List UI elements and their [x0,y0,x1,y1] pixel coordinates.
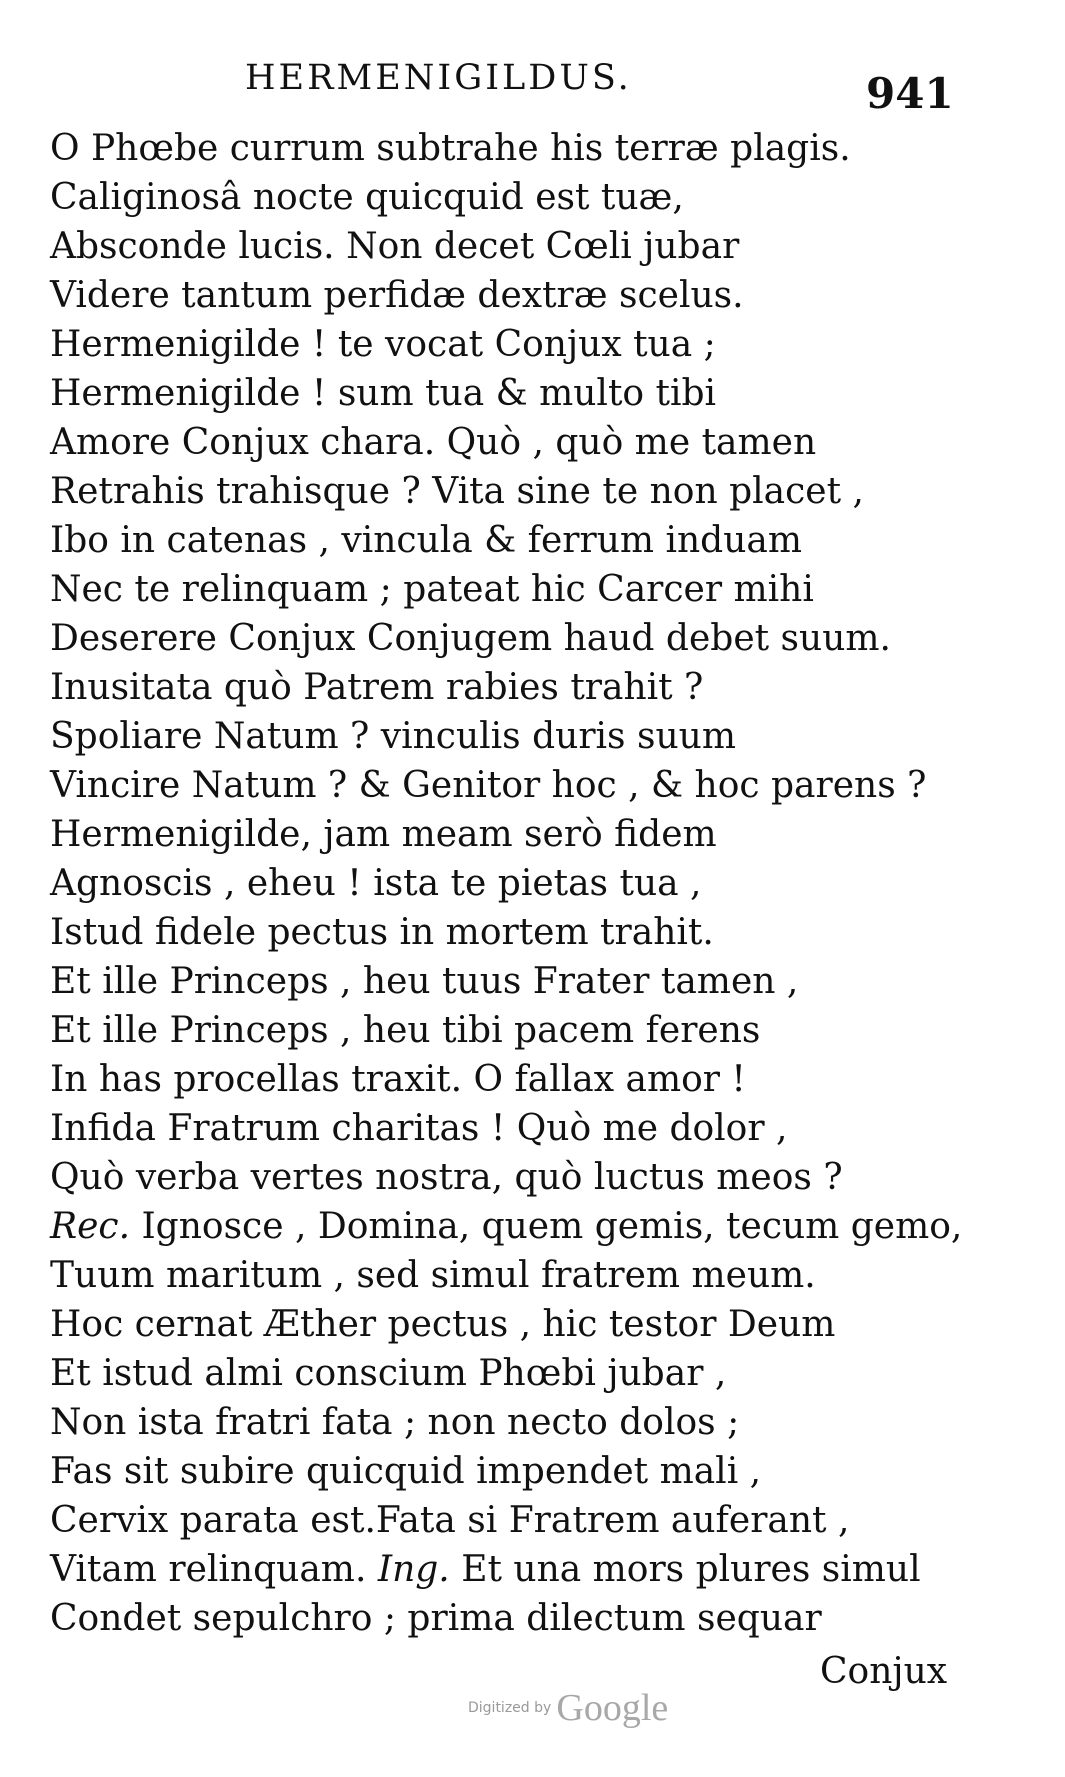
verse-line [50,1300,1010,1349]
line-text: Infida Fratrum charitas ! Quò me dolor , [50,1108,788,1149]
verse-line [50,1153,1010,1202]
watermark-prefix: Digitized by [468,1700,552,1716]
line-text: Caliginosâ nocte quicquid est tuæ, [50,177,684,218]
verse-line [50,467,1010,516]
verse-line [50,1006,1010,1055]
verse-line [50,1545,1010,1594]
verse-line [50,957,1010,1006]
line-text: In has procellas traxit. O fallax amor ! [50,1059,746,1100]
google-logo: Google [556,1687,669,1729]
verse-line [50,908,1010,957]
verse-line [50,1496,1010,1545]
line-text: Quò verba vertes nostra, quò luctus meos ? [50,1157,843,1198]
line-text: Nec te relinquam ; pateat hic Carcer mihi [50,569,814,610]
verse-line [50,1398,1010,1447]
line-text: O Phœbe currum subtrahe his terræ plagis. [50,128,851,169]
line-text: Istud fidele pectus in mortem trahit. [50,912,714,953]
line-text: Ignosce , Domina, quem gemis, tecum gemo, [130,1206,963,1247]
speaker-label: Ing. [377,1549,450,1590]
running-title: HERMENIGILDUS. [245,58,632,98]
verse-line [50,369,1010,418]
verse-line [50,1594,1010,1643]
verse-line [50,320,1010,369]
line-text: Hoc cernat Æther pectus , hic testor Deum [50,1304,836,1345]
verse-line [50,859,1010,908]
verse-line [50,761,1010,810]
verse-line [50,516,1010,565]
verse-line [50,1202,1010,1251]
line-text: Spoliare Natum ? vinculis duris suum [50,716,736,757]
verse-line [50,271,1010,320]
verse-line [50,124,1010,173]
line-text: Et ille Princeps , heu tibi pacem ferens [50,1010,761,1051]
line-text: Hermenigilde ! sum tua & multo tibi [50,373,717,414]
line-text: Hermenigilde, jam meam serò fidem [50,814,717,855]
verse-line [50,1349,1010,1398]
line-text: Vincire Natum ? & Genitor hoc , & hoc parens ? [50,765,927,806]
verse-line [50,565,1010,614]
line-text: Videre tantum perfidæ dextræ scelus. [50,275,744,316]
line-text: Vitam relinquam. [50,1549,367,1590]
line-text: Ibo in catenas , vincula & ferrum induam [50,520,803,561]
line-text: Absconde lucis. Non decet Cœli jubar [50,226,740,267]
line-text: Et ille Princeps , heu tuus Frater tamen , [50,961,799,1002]
verse-line [50,614,1010,663]
line-text: Et istud almi conscium Phœbi jubar , [50,1353,727,1394]
verse-line [50,173,1010,222]
line-text: Inusitata quò Patrem rabies trahit ? [50,667,704,708]
verse-line [50,1104,1010,1153]
verse-block [50,124,1010,1643]
digitized-watermark [468,1686,668,1730]
line-text: Non ista fratri fata ; non necto dolos ; [50,1402,740,1443]
speaker-label: Rec. [50,1206,131,1247]
line-text-tail: Et una mors plures simul [449,1549,921,1590]
verse-line [50,810,1010,859]
line-text: Retrahis trahisque ? Vita sine te non placet , [50,471,864,512]
line-text: Deserere Conjux Conjugem haud debet suum. [50,618,891,659]
verse-line [50,1055,1010,1104]
verse-line [50,712,1010,761]
catchword: Conjux [820,1651,948,1692]
verse-line [50,222,1010,271]
verse-line [50,1447,1010,1496]
line-text: Tuum maritum , sed simul fratrem meum. [50,1255,816,1296]
line-text: Agnoscis , eheu ! ista te pietas tua , [50,863,702,904]
line-text: Amore Conjux chara. Quò , quò me tamen [50,422,817,463]
page-number: 941 [866,69,954,118]
verse-line [50,418,1010,467]
line-text: Cervix parata est.Fata si Fratrem auferant , [50,1500,850,1541]
line-text: Hermenigilde ! te vocat Conjux tua ; [50,324,716,365]
verse-line [50,663,1010,712]
line-text: Condet sepulchro ; prima dilectum sequar [50,1598,822,1639]
line-text: Fas sit subire quicquid impendet mali , [50,1451,762,1492]
verse-line [50,1251,1010,1300]
